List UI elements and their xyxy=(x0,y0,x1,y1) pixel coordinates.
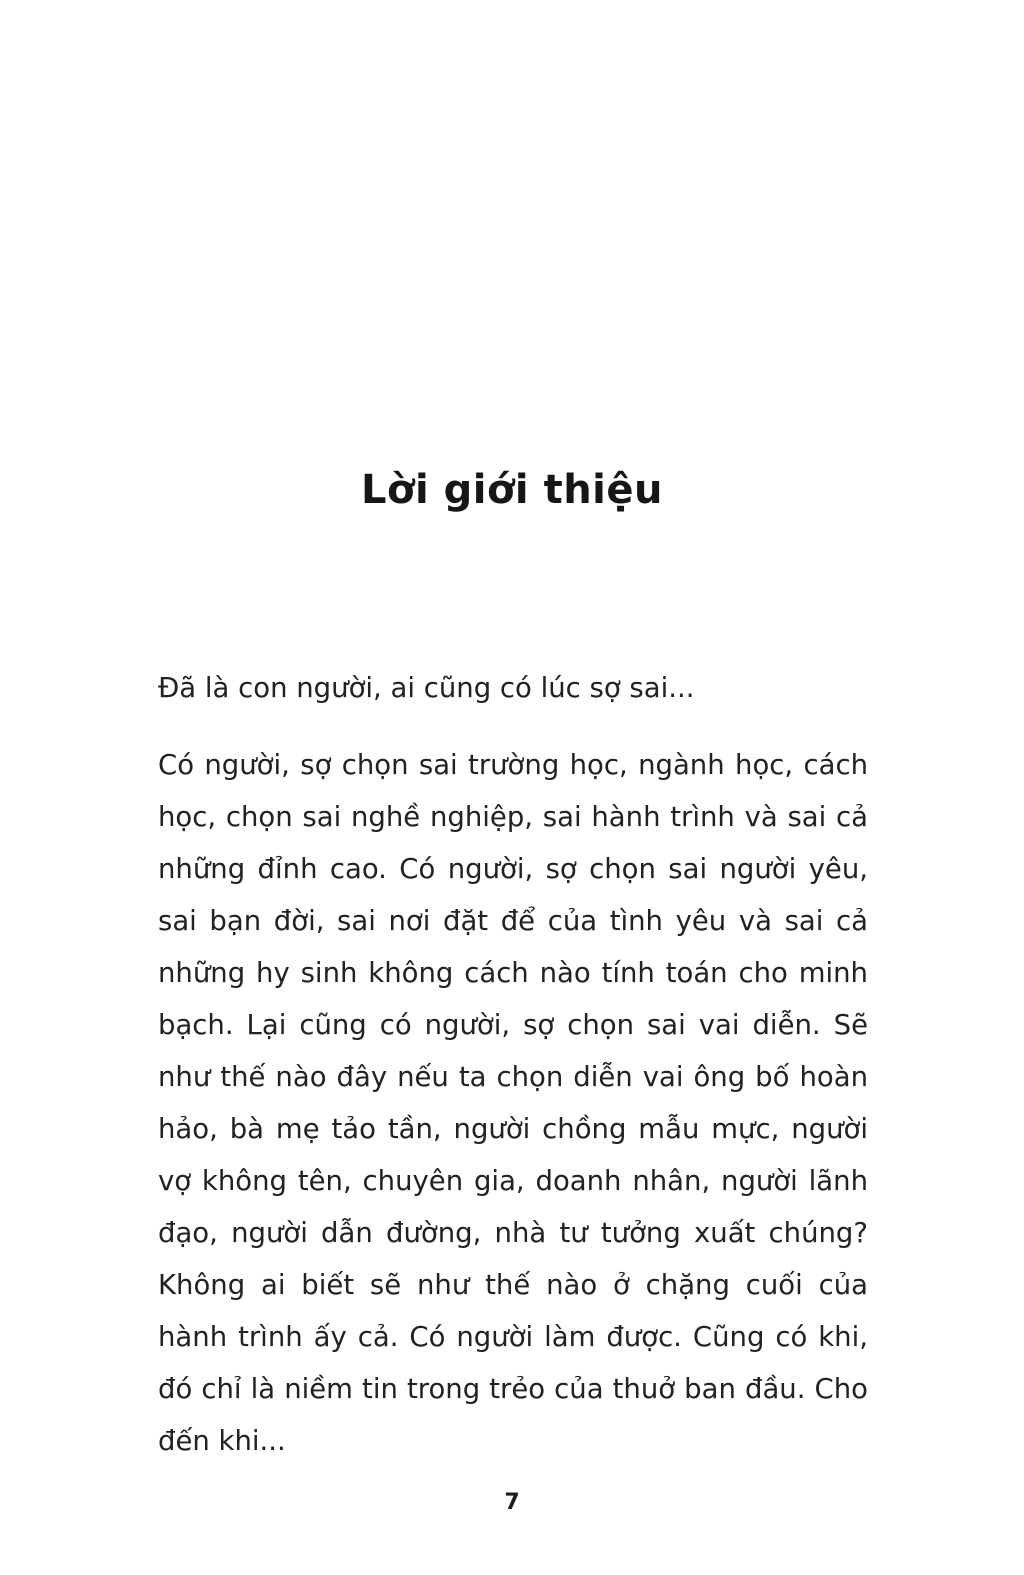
chapter-title: Lời giới thiệu xyxy=(361,466,663,513)
page-number: 7 xyxy=(504,1490,520,1515)
lead-paragraph: Đã là con người, ai cũng có lúc sợ sai... xyxy=(158,672,695,704)
body-text-block xyxy=(158,662,868,1467)
body-paragraph: Có người, sợ chọn sai trường học, ngành học, cách học, chọn sai nghề nghiệp, sai hành trình và sai cả những đỉnh cao. Có người, sợ chọn sai người yêu, sai bạn đời, sai nơi đặt để của tình yêu và sai cả những hy sinh không cách nào tính toán cho minh bạch. Lại cũng có người, sợ chọn sai vai diễn. Sẽ như thế nào đây nếu ta chọn diễn vai ông bố hoàn hảo, bà mẹ tảo tần, người chồng mẫu mực, người vợ không tên, chuyên gia, doanh nhân, người lãnh đạo, người dẫn đường, nhà tư tưởng xuất chúng? Không ai biết sẽ như thế nào ở chặng cuối của hành trình ấy cả. Có người làm được. Cũng có khi, đó chỉ là niềm tin trong trẻo của thuở ban đầu. Cho đến khi... xyxy=(158,749,868,1457)
